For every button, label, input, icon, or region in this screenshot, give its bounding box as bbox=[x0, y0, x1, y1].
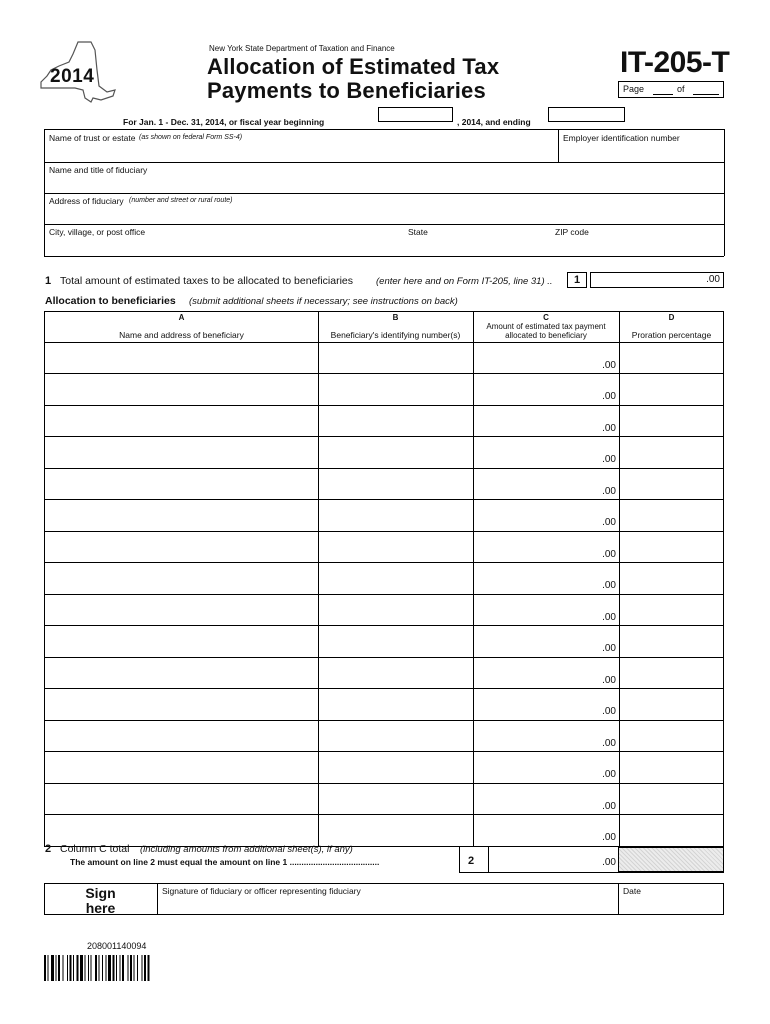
row-cents: .00 bbox=[602, 454, 616, 465]
allocation-heading: Allocation to beneficiaries bbox=[45, 295, 176, 307]
proration-percentage-cell[interactable] bbox=[620, 626, 723, 657]
barcode-bar bbox=[99, 955, 100, 981]
allocated-amount-cell[interactable] bbox=[474, 500, 619, 531]
fiscal-begin-field[interactable] bbox=[378, 107, 453, 122]
beneficiary-id-cell[interactable] bbox=[319, 500, 473, 531]
beneficiary-name-cell[interactable] bbox=[45, 752, 318, 783]
beneficiary-name-cell[interactable] bbox=[45, 626, 318, 657]
allocation-row bbox=[45, 657, 723, 689]
page-of-box bbox=[618, 81, 724, 98]
row-cents: .00 bbox=[602, 706, 616, 717]
barcode-bar bbox=[58, 955, 60, 981]
beneficiary-name-cell[interactable] bbox=[45, 374, 318, 405]
beneficiary-id-cell[interactable] bbox=[319, 689, 473, 720]
line2-bottom-rule bbox=[459, 872, 724, 873]
allocated-amount-cell[interactable] bbox=[474, 563, 619, 594]
beneficiary-name-cell[interactable] bbox=[45, 500, 318, 531]
barcode-bar bbox=[77, 955, 79, 981]
col-b-header: Beneficiary's identifying number(s) bbox=[330, 330, 461, 340]
beneficiary-id-cell[interactable] bbox=[319, 405, 473, 436]
barcode-bar bbox=[144, 955, 146, 981]
line2-box-number: 2 bbox=[468, 855, 475, 867]
allocated-amount-cell[interactable] bbox=[474, 689, 619, 720]
barcode-bar bbox=[88, 955, 89, 981]
proration-percentage-cell[interactable] bbox=[620, 342, 723, 373]
col-letter-d: D bbox=[668, 313, 675, 322]
barcode-bar bbox=[113, 955, 115, 981]
line1-amount-field[interactable] bbox=[590, 272, 724, 288]
proration-percentage-cell[interactable] bbox=[620, 720, 723, 751]
row-cents: .00 bbox=[602, 391, 616, 402]
period-middle: , 2014, and ending bbox=[457, 117, 531, 127]
allocated-amount-cell[interactable] bbox=[474, 468, 619, 499]
barcode-bar bbox=[108, 955, 111, 981]
barcode-bar bbox=[73, 955, 74, 981]
beneficiary-id-cell[interactable] bbox=[319, 657, 473, 688]
allocation-table bbox=[44, 311, 724, 847]
barcode-bar bbox=[63, 955, 64, 981]
row-cents: .00 bbox=[602, 485, 616, 497]
beneficiary-name-cell[interactable] bbox=[45, 563, 318, 594]
beneficiary-name-cell[interactable] bbox=[45, 405, 318, 436]
allocation-row bbox=[45, 342, 723, 374]
page-label: Page bbox=[623, 84, 645, 94]
beneficiary-id-cell[interactable] bbox=[319, 752, 473, 783]
proration-percentage-cell[interactable] bbox=[620, 500, 723, 531]
signature-field[interactable] bbox=[158, 884, 617, 914]
allocated-amount-cell[interactable] bbox=[474, 783, 619, 814]
line2-sub-text: The amount on line 2 must equal the amount on line 1 ...................................... bbox=[70, 857, 380, 867]
beneficiary-id-cell[interactable] bbox=[319, 626, 473, 657]
beneficiary-name-cell[interactable] bbox=[45, 437, 318, 468]
proration-percentage-cell[interactable] bbox=[620, 752, 723, 783]
allocation-row bbox=[45, 626, 723, 658]
line2-box-cell bbox=[459, 847, 461, 872]
proration-percentage-cell[interactable] bbox=[620, 437, 723, 468]
line1-box-number: 1 bbox=[567, 272, 587, 288]
row-cents: .00 bbox=[602, 832, 616, 843]
barcode-bar bbox=[148, 955, 150, 981]
barcode-bar bbox=[80, 955, 83, 981]
ein-label: Employer identification number bbox=[563, 133, 680, 143]
line2-cents: .00 bbox=[602, 857, 616, 868]
line2-note: (including amounts from additional sheet(s), if any) bbox=[140, 844, 353, 855]
barcode-bar bbox=[142, 955, 143, 981]
beneficiary-name-cell[interactable] bbox=[45, 783, 318, 814]
col-letter-c: C bbox=[543, 313, 549, 322]
barcode-bar bbox=[122, 955, 124, 981]
row-cents: .00 bbox=[602, 643, 616, 654]
barcode-bar bbox=[95, 955, 97, 981]
barcode-bar bbox=[56, 955, 57, 981]
proration-percentage-cell[interactable] bbox=[620, 405, 723, 436]
row-cents: .00 bbox=[602, 580, 616, 591]
allocation-row bbox=[45, 563, 723, 595]
col-d-header: Proration percentage bbox=[631, 330, 712, 340]
proration-percentage-cell[interactable] bbox=[620, 374, 723, 405]
zip-field[interactable] bbox=[552, 225, 723, 255]
allocated-amount-cell[interactable] bbox=[474, 815, 619, 846]
state-label: State bbox=[408, 227, 428, 237]
beneficiary-name-cell[interactable] bbox=[45, 815, 318, 846]
row-cents: .00 bbox=[602, 737, 616, 749]
proration-percentage-cell[interactable] bbox=[620, 468, 723, 499]
beneficiary-id-cell[interactable] bbox=[319, 342, 473, 373]
form-title-line1: Allocation of Estimated Tax bbox=[207, 54, 500, 79]
date-label: Date bbox=[623, 886, 641, 896]
allocation-row bbox=[45, 783, 723, 815]
allocated-amount-cell[interactable] bbox=[474, 657, 619, 688]
beneficiary-id-cell[interactable] bbox=[319, 815, 473, 846]
allocation-row bbox=[45, 468, 723, 500]
proration-percentage-cell[interactable] bbox=[620, 531, 723, 562]
beneficiary-name-cell[interactable] bbox=[45, 657, 318, 688]
allocation-row bbox=[45, 500, 723, 532]
barcode-bar bbox=[137, 955, 138, 981]
barcode-bar bbox=[116, 955, 117, 981]
allocation-row bbox=[45, 405, 723, 437]
barcode-bar bbox=[128, 955, 129, 981]
row-cents: .00 bbox=[602, 517, 616, 528]
beneficiary-name-cell[interactable] bbox=[45, 689, 318, 720]
barcode-bar bbox=[134, 955, 135, 981]
barcode-bar bbox=[130, 955, 132, 981]
city-label: City, village, or post office bbox=[49, 227, 146, 237]
allocated-amount-cell[interactable] bbox=[474, 594, 619, 625]
row-cents: .00 bbox=[602, 800, 616, 812]
row-cents: .00 bbox=[602, 422, 616, 434]
state-field[interactable] bbox=[405, 225, 550, 255]
barcode-bar bbox=[85, 955, 86, 981]
line2-text: Column C total bbox=[60, 843, 130, 855]
line1-text: Total amount of estimated taxes to be allocated to beneficiaries bbox=[60, 275, 354, 287]
allocation-row bbox=[45, 752, 723, 784]
beneficiary-id-cell[interactable] bbox=[319, 783, 473, 814]
barcode-image bbox=[44, 955, 194, 981]
allocation-row bbox=[45, 437, 723, 469]
address-note: (number and street or rural route) bbox=[129, 197, 233, 204]
trust-name-note: (as shown on federal Form SS-4) bbox=[139, 134, 243, 141]
barcode-bar bbox=[48, 955, 49, 981]
form-id: IT-205-T bbox=[620, 46, 730, 79]
row-cents: .00 bbox=[602, 769, 616, 780]
signature-label: Signature of fiduciary or officer representing fiduciary bbox=[162, 886, 361, 896]
trust-name-field[interactable] bbox=[45, 130, 557, 161]
allocation-row bbox=[45, 594, 723, 626]
allocated-amount-cell[interactable] bbox=[474, 342, 619, 373]
department-name: New York State Department of Taxation and Finance bbox=[209, 44, 395, 53]
allocation-note: (submit additional sheets if necessary; see instructions on back) bbox=[189, 296, 458, 307]
beneficiary-id-cell[interactable] bbox=[319, 468, 473, 499]
barcode-bar bbox=[102, 955, 103, 981]
id-rule-5 bbox=[44, 256, 724, 257]
row-cents: .00 bbox=[602, 548, 616, 560]
barcode-bar bbox=[106, 955, 107, 981]
beneficiary-name-cell[interactable] bbox=[45, 342, 318, 373]
proration-percentage-cell[interactable] bbox=[620, 689, 723, 720]
year-badge: 2014 bbox=[50, 66, 95, 87]
ein-field[interactable] bbox=[559, 130, 723, 161]
line2-shaded-cell bbox=[618, 847, 724, 872]
allocated-amount-cell[interactable] bbox=[474, 405, 619, 436]
of-label: of bbox=[677, 84, 685, 94]
allocation-row bbox=[45, 815, 723, 847]
proration-percentage-cell[interactable] bbox=[620, 594, 723, 625]
proration-percentage-cell[interactable] bbox=[620, 563, 723, 594]
barcode-bar bbox=[51, 955, 54, 981]
sign-label-line1: Sign bbox=[85, 885, 116, 901]
line2-amount-field[interactable] bbox=[488, 847, 619, 872]
beneficiary-name-cell[interactable] bbox=[45, 531, 318, 562]
address-label: Address of fiduciary bbox=[49, 196, 124, 206]
page-number-field[interactable] bbox=[653, 94, 673, 95]
proration-percentage-cell[interactable] bbox=[620, 783, 723, 814]
trust-name-label: Name of trust or estate bbox=[49, 133, 136, 143]
allocated-amount-cell[interactable] bbox=[474, 720, 619, 751]
allocation-row bbox=[45, 531, 723, 563]
allocation-row bbox=[45, 374, 723, 406]
beneficiary-id-cell[interactable] bbox=[319, 374, 473, 405]
allocated-amount-cell[interactable] bbox=[474, 437, 619, 468]
line1-note: (enter here and on Form IT-205, line 31) .. bbox=[376, 276, 553, 287]
allocated-amount-cell[interactable] bbox=[474, 752, 619, 783]
beneficiary-name-cell[interactable] bbox=[45, 468, 318, 499]
beneficiary-name-cell[interactable] bbox=[45, 594, 318, 625]
line1-number: 1 bbox=[45, 275, 52, 287]
col-c-header-line2: allocated to beneficiary bbox=[505, 331, 587, 340]
row-cents: .00 bbox=[602, 611, 616, 623]
col-a-header: Name and address of beneficiary bbox=[119, 330, 244, 340]
barcode-bar bbox=[67, 955, 68, 981]
proration-percentage-cell[interactable] bbox=[620, 657, 723, 688]
city-field[interactable] bbox=[45, 225, 405, 255]
page-total-field[interactable] bbox=[693, 94, 719, 95]
id-right-rule bbox=[724, 129, 725, 256]
fiscal-end-field[interactable] bbox=[548, 107, 625, 122]
row-cents: .00 bbox=[602, 674, 616, 686]
barcode-bar bbox=[91, 955, 92, 981]
line1-cents: .00 bbox=[706, 274, 720, 285]
barcode-bar bbox=[120, 955, 121, 981]
sign-label-line2: here bbox=[85, 900, 116, 916]
col-letter-a: A bbox=[178, 313, 185, 322]
form-title-line2: Payments to Beneficiaries bbox=[207, 78, 486, 103]
allocation-row bbox=[45, 720, 723, 752]
line2-number: 2 bbox=[45, 843, 52, 855]
barcode-number: 208001140094 bbox=[87, 941, 147, 951]
beneficiary-id-cell[interactable] bbox=[319, 720, 473, 751]
proration-percentage-cell[interactable] bbox=[620, 815, 723, 846]
allocation-row bbox=[45, 689, 723, 721]
fiduciary-label: Name and title of fiduciary bbox=[49, 165, 148, 175]
barcode-bar bbox=[70, 955, 72, 981]
allocated-amount-cell[interactable] bbox=[474, 374, 619, 405]
zip-label: ZIP code bbox=[555, 227, 589, 237]
row-cents: .00 bbox=[602, 359, 616, 371]
col-letter-b: B bbox=[392, 313, 399, 322]
period-prefix: For Jan. 1 - Dec. 31, 2014, or fiscal year beginning bbox=[123, 117, 325, 127]
barcode-bar bbox=[44, 955, 46, 981]
beneficiary-id-cell[interactable] bbox=[319, 563, 473, 594]
beneficiary-id-cell[interactable] bbox=[319, 437, 473, 468]
col-c-header-line1: Amount of estimated tax payment bbox=[486, 322, 606, 331]
fiduciary-name-field[interactable] bbox=[45, 163, 723, 192]
allocated-amount-cell[interactable] bbox=[474, 626, 619, 657]
date-field[interactable] bbox=[619, 884, 723, 914]
beneficiary-id-cell[interactable] bbox=[319, 531, 473, 562]
beneficiary-name-cell[interactable] bbox=[45, 720, 318, 751]
beneficiary-id-cell[interactable] bbox=[319, 594, 473, 625]
allocated-amount-cell[interactable] bbox=[474, 531, 619, 562]
fiduciary-address-field[interactable] bbox=[45, 194, 723, 223]
